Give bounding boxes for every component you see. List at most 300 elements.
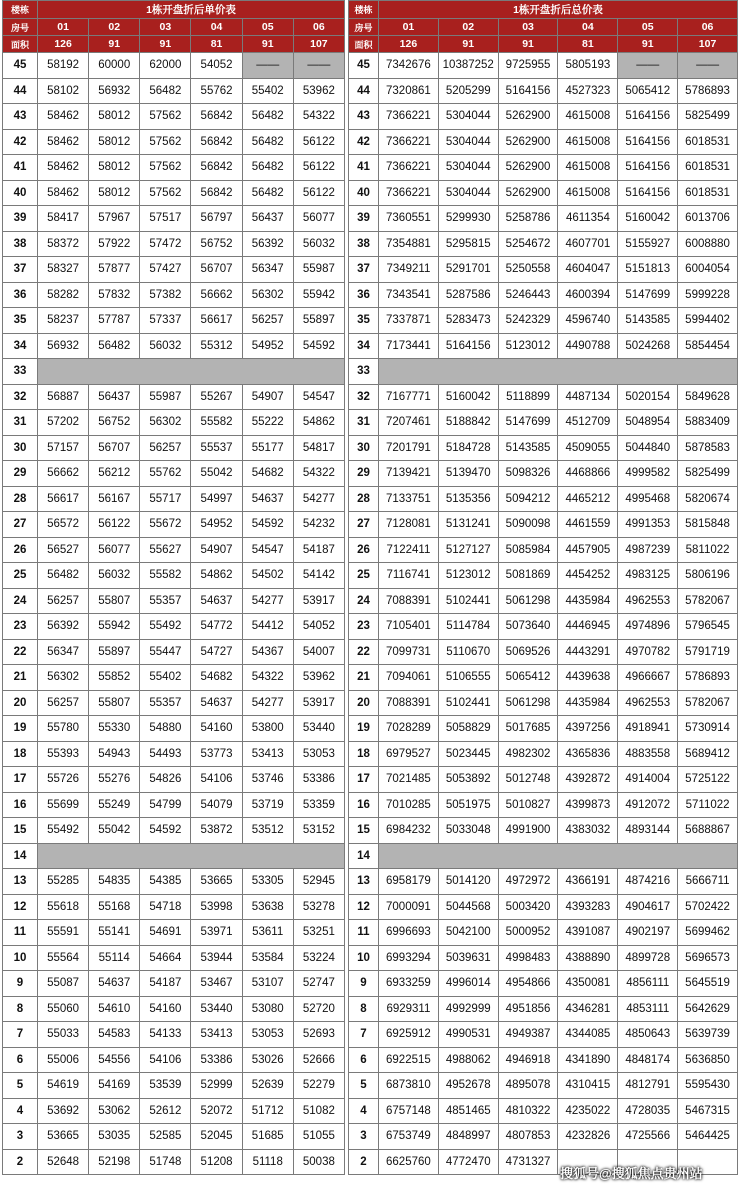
total-price-cell: 5242329 <box>498 308 558 334</box>
unit-price-cell: 56527 <box>38 537 89 563</box>
unit-price-cell: 58102 <box>38 78 89 104</box>
floor-number: 40 <box>3 180 38 206</box>
unit-price-cell: 54322 <box>293 104 344 130</box>
total-price-cell: 4341890 <box>558 1047 618 1073</box>
unit-price-cell: 54412 <box>242 614 293 640</box>
building-label: 楼栋 <box>349 1 379 19</box>
room-area: 126 <box>38 36 89 53</box>
total-price-cell: 6753749 <box>379 1124 439 1150</box>
unit-price-cell: 54322 <box>293 461 344 487</box>
floor-row <box>3 1022 345 1048</box>
room-area: 81 <box>191 36 242 53</box>
total-price-cell: 4812791 <box>618 1073 678 1099</box>
total-price-cell: 5147699 <box>618 282 678 308</box>
unit-price-cell: 58237 <box>38 308 89 334</box>
total-price-cell: 4310415 <box>558 1073 618 1099</box>
floor-row <box>3 818 345 844</box>
total-price-cell: 5184728 <box>438 435 498 461</box>
floor-number: 16 <box>349 792 379 818</box>
total-price-cell: 6008880 <box>678 231 738 257</box>
unit-price-cell: 55762 <box>191 78 242 104</box>
total-price-cell: 5291701 <box>438 257 498 283</box>
total-price-cell: 5994402 <box>678 308 738 334</box>
floor-number: 2 <box>349 1149 379 1175</box>
total-price-cell: 5143585 <box>618 308 678 334</box>
unit-price-cell: 55177 <box>242 435 293 461</box>
total-price-cell: 7088391 <box>379 690 439 716</box>
room-area: 91 <box>89 36 140 53</box>
total-price-cell: 7105401 <box>379 614 439 640</box>
unit-price-cell: 55618 <box>38 894 89 920</box>
total-price-cell: 4435984 <box>558 690 618 716</box>
floor-row <box>349 78 738 104</box>
floor-number: 25 <box>349 563 379 589</box>
unit-price-cell: 56842 <box>191 180 242 206</box>
unit-price-cell: 56482 <box>242 104 293 130</box>
unit-price-cell: 53638 <box>242 894 293 920</box>
total-price-cell: 5205299 <box>438 78 498 104</box>
unit-price-cell: 56302 <box>140 410 191 436</box>
unavailable-cell: —— <box>242 53 293 79</box>
floor-number: 3 <box>3 1124 38 1150</box>
unit-price-cell: 56167 <box>89 486 140 512</box>
unit-price-cell: 52279 <box>293 1073 344 1099</box>
unit-price-cell: 55312 <box>191 333 242 359</box>
floor-number: 12 <box>349 894 379 920</box>
unit-price-cell: 52072 <box>191 1098 242 1124</box>
floor-number: 15 <box>3 818 38 844</box>
total-price-cell: 5730914 <box>678 716 738 742</box>
floor-number: 20 <box>3 690 38 716</box>
total-price-cell: 4949387 <box>498 1022 558 1048</box>
unit-price-cell: 58012 <box>89 180 140 206</box>
unit-price-cell: 54322 <box>242 665 293 691</box>
unit-price-cell: 54106 <box>191 767 242 793</box>
floor-row <box>349 53 738 79</box>
unit-price-cell: 57832 <box>89 282 140 308</box>
floor-row <box>3 410 345 436</box>
unit-price-cell: 52999 <box>191 1073 242 1099</box>
total-price-cell: 5854454 <box>678 333 738 359</box>
unit-price-cell: 56257 <box>140 435 191 461</box>
total-price-cell: 7133751 <box>379 486 439 512</box>
header-row-areas <box>349 36 738 53</box>
total-price-cell: 4982302 <box>498 741 558 767</box>
floor-number: 2 <box>3 1149 38 1175</box>
floor-row <box>3 792 345 818</box>
total-price-cell: 7094061 <box>379 665 439 691</box>
total-price-cell: 5254672 <box>498 231 558 257</box>
unit-price-cell: 56122 <box>89 512 140 538</box>
total-price-table-body <box>349 1 738 1175</box>
floor-number: 7 <box>3 1022 38 1048</box>
skipped-floor-row <box>349 843 738 869</box>
total-price-cell: 4962553 <box>618 588 678 614</box>
unit-price-cell: 53872 <box>191 818 242 844</box>
unit-price-cell: 55285 <box>38 869 89 895</box>
unit-price-cell: 54052 <box>293 614 344 640</box>
floor-number: 6 <box>349 1047 379 1073</box>
unit-price-cell: 56122 <box>293 155 344 181</box>
total-price-cell: 5102441 <box>438 690 498 716</box>
unit-price-cell: 54907 <box>191 537 242 563</box>
unit-price-cell: 57967 <box>89 206 140 232</box>
total-price-cell: 4995468 <box>618 486 678 512</box>
floor-row <box>3 1124 345 1150</box>
floor-number: 6 <box>3 1047 38 1073</box>
total-price-cell: 5782067 <box>678 690 738 716</box>
total-price-cell: 5000952 <box>498 920 558 946</box>
unit-price-cell: 56482 <box>242 155 293 181</box>
total-price-cell: 5295815 <box>438 231 498 257</box>
unit-price-cell: 54367 <box>242 639 293 665</box>
unit-price-cell: 56347 <box>242 257 293 283</box>
unit-price-cell: 54952 <box>191 512 242 538</box>
total-price-cell: 4991353 <box>618 512 678 538</box>
floor-row <box>349 308 738 334</box>
unit-price-cell: 53998 <box>191 894 242 920</box>
unit-price-cell: 54079 <box>191 792 242 818</box>
unit-price-cell: 55492 <box>140 614 191 640</box>
floor-row <box>3 588 345 614</box>
floor-row <box>3 282 345 308</box>
floor-number: 29 <box>3 461 38 487</box>
header-row-rooms <box>349 19 738 36</box>
unit-price-cell: 56932 <box>89 78 140 104</box>
total-price-cell: 4346281 <box>558 996 618 1022</box>
unit-price-cell: 52198 <box>89 1149 140 1175</box>
unit-price-cell: 53224 <box>293 945 344 971</box>
floor-row <box>3 741 345 767</box>
floor-row <box>3 1149 345 1175</box>
total-price-cell: 5304044 <box>438 155 498 181</box>
total-price-cell: 7337871 <box>379 308 439 334</box>
floor-number: 5 <box>349 1073 379 1099</box>
unit-price-cell: 55357 <box>140 588 191 614</box>
room-area: 91 <box>140 36 191 53</box>
total-price-cell: 4983125 <box>618 563 678 589</box>
total-price-cell: 5246443 <box>498 282 558 308</box>
unit-price-cell: 56122 <box>293 180 344 206</box>
unit-price-cell: 56212 <box>89 461 140 487</box>
total-price-cell: 4607701 <box>558 231 618 257</box>
floor-row <box>349 818 738 844</box>
total-price-cell: 5114784 <box>438 614 498 640</box>
unit-price-cell: 54997 <box>191 486 242 512</box>
total-price-cell: 4952678 <box>438 1073 498 1099</box>
total-price-cell: 5639739 <box>678 1022 738 1048</box>
floor-row <box>3 180 345 206</box>
floor-row <box>349 894 738 920</box>
unit-price-cell: 56392 <box>38 614 89 640</box>
floor-row <box>349 486 738 512</box>
floor-number: 4 <box>3 1098 38 1124</box>
total-price-cell: 6873810 <box>379 1073 439 1099</box>
skipped-floor-row <box>349 359 738 385</box>
room-label: 房号 <box>349 19 379 36</box>
unit-price-cell: 51208 <box>191 1149 242 1175</box>
unit-price-cell: 56752 <box>89 410 140 436</box>
floor-number: 28 <box>349 486 379 512</box>
floor-row <box>349 971 738 997</box>
total-price-cell: 7207461 <box>379 410 439 436</box>
unit-price-cell: 55006 <box>38 1047 89 1073</box>
total-price-cell: 5304044 <box>438 180 498 206</box>
total-price-cell: 5039631 <box>438 945 498 971</box>
floor-row <box>3 971 345 997</box>
unit-price-cell: 58012 <box>89 155 140 181</box>
floor-row <box>349 716 738 742</box>
unit-price-cell: 54637 <box>191 690 242 716</box>
floor-number: 21 <box>349 665 379 691</box>
floor-row <box>349 665 738 691</box>
floor-number: 34 <box>3 333 38 359</box>
floor-number: 37 <box>349 257 379 283</box>
total-price-cell: 4512709 <box>558 410 618 436</box>
total-price-cell: 6933259 <box>379 971 439 997</box>
floor-number: 39 <box>349 206 379 232</box>
total-price-cell: 5044568 <box>438 894 498 920</box>
unit-price-cell: 56932 <box>38 333 89 359</box>
unit-price-cell: 54619 <box>38 1073 89 1099</box>
total-price-cell: 5085984 <box>498 537 558 563</box>
unit-price-cell: 58012 <box>89 129 140 155</box>
floor-row <box>3 231 345 257</box>
unavailable-cell: —— <box>678 53 738 79</box>
total-price-cell: 4391087 <box>558 920 618 946</box>
total-price-cell: 7128081 <box>379 512 439 538</box>
unavailable-cell: —— <box>293 53 344 79</box>
floor-number: 23 <box>3 614 38 640</box>
total-price-cell: 5636850 <box>678 1047 738 1073</box>
floor-row <box>349 869 738 895</box>
total-price-cell: 4615008 <box>558 104 618 130</box>
unit-price-cell: 54907 <box>242 384 293 410</box>
total-price-cell: 5250558 <box>498 257 558 283</box>
unit-price-cell: 54187 <box>293 537 344 563</box>
floor-number: 19 <box>3 716 38 742</box>
unit-price-cell: 53665 <box>38 1124 89 1150</box>
total-price-cell: 5014120 <box>438 869 498 895</box>
unit-price-cell: 55807 <box>89 588 140 614</box>
unit-price-cell: 56617 <box>38 486 89 512</box>
unit-price-cell: 53062 <box>89 1098 140 1124</box>
floor-number: 20 <box>349 690 379 716</box>
total-price-cell: 5258786 <box>498 206 558 232</box>
total-price-cell: 4848174 <box>618 1047 678 1073</box>
total-price-cell: 4996014 <box>438 971 498 997</box>
total-price-cell: 5094212 <box>498 486 558 512</box>
floor-row <box>3 537 345 563</box>
unit-price-cell: 55780 <box>38 716 89 742</box>
room-area: 91 <box>498 36 558 53</box>
floor-number: 37 <box>3 257 38 283</box>
unit-price-cell: 55393 <box>38 741 89 767</box>
unit-price-cell: 54682 <box>242 461 293 487</box>
total-price-cell: 4856111 <box>618 971 678 997</box>
unit-price-cell: 54835 <box>89 869 140 895</box>
floor-number: 39 <box>3 206 38 232</box>
unit-price-cell: 56257 <box>38 588 89 614</box>
unit-price-cell: 54637 <box>191 588 242 614</box>
floor-row <box>3 869 345 895</box>
floor-row <box>349 206 738 232</box>
total-price-cell: 5155927 <box>618 231 678 257</box>
unit-price-cell: 55762 <box>140 461 191 487</box>
total-price-cell: 4810322 <box>498 1098 558 1124</box>
total-price-cell: 7320861 <box>379 78 439 104</box>
unit-price-cell: 54826 <box>140 767 191 793</box>
total-price-cell: 5262900 <box>498 155 558 181</box>
unavailable-cell: —— <box>618 53 678 79</box>
unit-price-cell: 56482 <box>89 333 140 359</box>
total-price-cell: 7342676 <box>379 53 439 79</box>
room-number: 01 <box>379 19 439 36</box>
unit-price-cell: 55087 <box>38 971 89 997</box>
unit-price-cell: 56482 <box>38 563 89 589</box>
total-price-cell: 7021485 <box>379 767 439 793</box>
floor-row <box>3 894 345 920</box>
unit-price-cell: 55060 <box>38 996 89 1022</box>
floor-number: 44 <box>349 78 379 104</box>
unit-price-cell: 52747 <box>293 971 344 997</box>
unit-price-cell: 54277 <box>242 588 293 614</box>
unit-price-table <box>2 0 345 1175</box>
unit-price-cell: 53971 <box>191 920 242 946</box>
unit-price-cell: 56122 <box>293 129 344 155</box>
total-price-cell: 4998483 <box>498 945 558 971</box>
unit-price-cell: 55582 <box>140 563 191 589</box>
floor-number: 9 <box>349 971 379 997</box>
total-price-cell: 4904617 <box>618 894 678 920</box>
unit-price-cell: 57562 <box>140 180 191 206</box>
total-price-cell: 5725122 <box>678 767 738 793</box>
unit-price-cell: 52945 <box>293 869 344 895</box>
floor-row <box>349 384 738 410</box>
unit-price-cell: 54547 <box>242 537 293 563</box>
unit-price-cell: 55537 <box>191 435 242 461</box>
floor-number: 12 <box>3 894 38 920</box>
total-price-cell: 5164156 <box>438 333 498 359</box>
total-price-cell: 5878583 <box>678 435 738 461</box>
total-price-cell: 5042100 <box>438 920 498 946</box>
room-number: 04 <box>191 19 242 36</box>
unit-price-cell: 56572 <box>38 512 89 538</box>
total-price-cell: 7366221 <box>379 104 439 130</box>
unit-price-cell: 52585 <box>140 1124 191 1150</box>
floor-row <box>349 231 738 257</box>
unit-price-cell: 54943 <box>89 741 140 767</box>
floor-row <box>349 792 738 818</box>
total-price-cell: 5696573 <box>678 945 738 971</box>
header-row-areas <box>3 36 345 53</box>
room-area: 91 <box>242 36 293 53</box>
floor-number: 13 <box>3 869 38 895</box>
total-price-cell: 6993294 <box>379 945 439 971</box>
floor-row <box>3 996 345 1022</box>
total-price-cell: 5786893 <box>678 665 738 691</box>
unit-price-cell: 54691 <box>140 920 191 946</box>
total-price-cell: 4439638 <box>558 665 618 691</box>
total-price-cell: 7360551 <box>379 206 439 232</box>
total-price-cell: 7167771 <box>379 384 439 410</box>
total-price-cell: 4990531 <box>438 1022 498 1048</box>
floor-row <box>3 78 345 104</box>
unit-price-cell: 56842 <box>191 129 242 155</box>
floor-number: 4 <box>349 1098 379 1124</box>
unit-price-cell: 55222 <box>242 410 293 436</box>
unit-price-cell: 58372 <box>38 231 89 257</box>
unit-price-cell: 53035 <box>89 1124 140 1150</box>
total-price-cell: 5143585 <box>498 435 558 461</box>
total-price-cell: 5595430 <box>678 1073 738 1099</box>
total-price-cell: 5147699 <box>498 410 558 436</box>
floor-number: 28 <box>3 486 38 512</box>
floor-row <box>3 461 345 487</box>
floor-row <box>3 920 345 946</box>
total-price-cell: 5069526 <box>498 639 558 665</box>
total-price-cell: 5061298 <box>498 588 558 614</box>
floor-row <box>3 104 345 130</box>
floor-number: 35 <box>3 308 38 334</box>
total-price-cell: 5786893 <box>678 78 738 104</box>
total-price-cell: 4728035 <box>618 1098 678 1124</box>
total-price-cell: 5820674 <box>678 486 738 512</box>
unit-price-cell: 54007 <box>293 639 344 665</box>
floor-row <box>3 665 345 691</box>
total-price-cell: 4490788 <box>558 333 618 359</box>
total-price-cell: 6018531 <box>678 180 738 206</box>
total-price-cell: 7010285 <box>379 792 439 818</box>
unit-price-cell: 54052 <box>191 53 242 79</box>
total-price-cell: 6018531 <box>678 155 738 181</box>
total-price-cell: 5061298 <box>498 690 558 716</box>
unit-price-cell: 55591 <box>38 920 89 946</box>
total-price-cell: 4874216 <box>618 869 678 895</box>
unit-price-cell: 52693 <box>293 1022 344 1048</box>
unit-price-cell: 56662 <box>191 282 242 308</box>
total-price-cell: 5689412 <box>678 741 738 767</box>
total-price-cell: 6958179 <box>379 869 439 895</box>
total-price-cell: 5467315 <box>678 1098 738 1124</box>
total-price-cell: 5287586 <box>438 282 498 308</box>
floor-number: 7 <box>349 1022 379 1048</box>
floor-number: 44 <box>3 78 38 104</box>
total-price-cell: 4912072 <box>618 792 678 818</box>
unit-price-cell: 57562 <box>140 155 191 181</box>
room-number: 02 <box>89 19 140 36</box>
floor-number: 32 <box>3 384 38 410</box>
floor-number: 17 <box>349 767 379 793</box>
floor-number: 18 <box>3 741 38 767</box>
unit-price-cell: 52639 <box>242 1073 293 1099</box>
total-price-cell: 7366221 <box>379 129 439 155</box>
header-row-rooms <box>3 19 345 36</box>
total-price-cell: 6625760 <box>379 1149 439 1175</box>
floor-number: 30 <box>3 435 38 461</box>
total-price-cell: 5688867 <box>678 818 738 844</box>
total-price-cell: 5065412 <box>498 665 558 691</box>
unit-price-cell: 53080 <box>242 996 293 1022</box>
total-price-cell: 4615008 <box>558 129 618 155</box>
skipped-floor-band <box>379 359 738 385</box>
unit-price-cell: 55276 <box>89 767 140 793</box>
total-price-cell: 4596740 <box>558 308 618 334</box>
unit-price-cell: 51055 <box>293 1124 344 1150</box>
unit-price-cell: 55672 <box>140 512 191 538</box>
room-number: 02 <box>438 19 498 36</box>
total-price-cell: 4443291 <box>558 639 618 665</box>
